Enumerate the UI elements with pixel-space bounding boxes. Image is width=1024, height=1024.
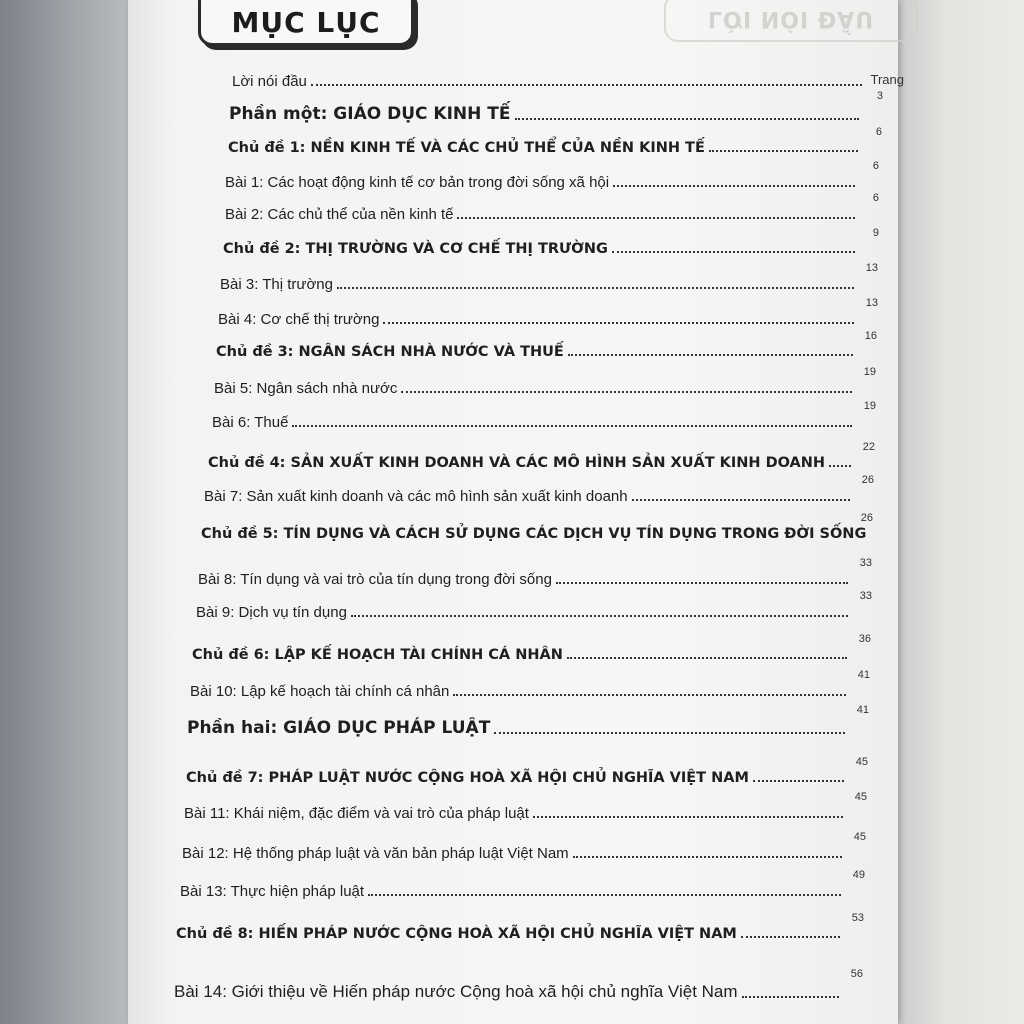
leader-dots (632, 498, 850, 501)
leader-dots (311, 83, 862, 86)
facing-page-title-text: LỜI NÓI ĐẦU (707, 5, 875, 31)
leader-dots (533, 815, 843, 818)
toc-entry-label: Bài 2: Các chủ thể của nền kinh tế (225, 206, 454, 223)
toc-entry-page: 45 (854, 791, 867, 803)
toc-entry-label: Phần một: GIÁO DỤC KINH TẾ (229, 104, 511, 124)
toc-entry (192, 633, 871, 663)
toc-entry-page: 9 (872, 227, 879, 239)
toc-entry-page: 19 (863, 400, 876, 412)
toc-entry (174, 968, 863, 1002)
toc-title: MỤC LỤC (231, 5, 381, 39)
toc-entry-page: 6 (872, 160, 879, 172)
toc-entry-page: 41 (856, 704, 869, 716)
toc-entry-page: 49 (852, 869, 865, 881)
toc-entry-page: 13 (865, 297, 878, 309)
toc-entry-page: 19 (863, 366, 876, 378)
leader-dots (383, 321, 854, 324)
toc-entry (216, 330, 877, 360)
facing-page-title (664, 0, 918, 42)
toc-entry-page: 16 (864, 330, 877, 342)
leader-dots (573, 855, 842, 858)
toc-entry-page: 53 (851, 912, 864, 924)
toc-entry (225, 160, 879, 191)
leader-dots (368, 893, 841, 896)
toc-entry (201, 512, 873, 542)
leader-dots (351, 614, 848, 617)
toc-entry-label: Bài 1: Các hoạt động kinh tế cơ bản trong đời sống xã hội (225, 174, 610, 191)
toc-entry (218, 297, 878, 328)
toc-entry-page: 6 (875, 126, 882, 138)
toc-entry-label: Bài 13: Thực hiện pháp luật (180, 883, 365, 900)
toc-entry-page: 36 (858, 633, 871, 645)
toc-entry-label: Chủ đề 2: THỊ TRƯỜNG VÀ CƠ CHẾ THỊ TRƯỜNG (223, 241, 608, 257)
leader-dots (401, 390, 852, 393)
toc-entry-label: Bài 10: Lập kế hoạch tài chính cá nhân (190, 683, 450, 700)
book-page (128, 0, 904, 1024)
toc-entry (187, 704, 869, 738)
toc-entry-page: 26 (860, 512, 873, 524)
toc-entry-label: Chủ đề 5: TÍN DỤNG VÀ CÁCH SỬ DỤNG CÁC DỊCH VỤ TÍN DỤNG TRONG ĐỜI SỐNG (201, 526, 867, 542)
toc-entry-label: Bài 7: Sản xuất kinh doanh và các mô hình sản xuất kinh doanh (204, 488, 628, 505)
toc-entry-page: 45 (853, 831, 866, 843)
toc-entry (176, 912, 864, 942)
toc-entry (214, 366, 876, 397)
toc-entry-label: Bài 11: Khái niệm, đặc điểm và vai trò của pháp luật (184, 805, 529, 822)
leader-dots (556, 581, 848, 584)
leader-dots (741, 935, 840, 938)
toc-entry (190, 669, 870, 700)
toc-entry (180, 869, 865, 900)
toc-entry-label: Bài 6: Thuế (212, 414, 289, 431)
toc-entry-label: Chủ đề 4: SẢN XUẤT KINH DOANH VÀ CÁC MÔ HÌNH SẢN XUẤT KINH DOANH (208, 455, 826, 471)
toc-entry (204, 474, 874, 505)
toc-entry-page: 26 (861, 474, 874, 486)
toc-entry (198, 557, 872, 588)
toc-entry-page: 22 (862, 441, 875, 453)
toc-entry (228, 126, 882, 156)
toc-entry (212, 400, 876, 431)
toc-entry (182, 831, 866, 862)
leader-dots (567, 656, 847, 659)
leader-dots (292, 424, 852, 427)
toc-entry-label: Bài 3: Thị trường (220, 276, 333, 293)
toc-entry-label: Bài 9: Dịch vụ tín dụng (196, 604, 347, 621)
toc-entry-page: 33 (859, 590, 872, 602)
leader-dots (568, 353, 853, 356)
leader-dots (457, 216, 855, 219)
toc-entry (208, 441, 875, 471)
leader-dots (515, 117, 860, 120)
background-right (894, 0, 1024, 1024)
toc-entry-label: Chủ đề 1: NỀN KINH TẾ VÀ CÁC CHỦ THỂ CỦA NỀN KINH TẾ (228, 140, 705, 156)
toc-entry-page: 13 (865, 262, 878, 274)
leader-dots (453, 693, 846, 696)
toc-entry (229, 90, 883, 124)
toc-title-box (198, 0, 414, 46)
toc-entry-label: Chủ đề 8: HIẾN PHÁP NƯỚC CỘNG HOÀ XÃ HỘI CHỦ NGHĨA VIỆT NAM (176, 926, 737, 942)
leader-dots (494, 731, 845, 734)
toc-entry-label: Bài 4: Cơ chế thị trường (218, 311, 380, 328)
toc-entry-label: Lời nói đầu (232, 73, 307, 90)
toc-entry-page: 45 (855, 756, 868, 768)
toc-entry (223, 227, 879, 257)
toc-entry-label: Bài 14: Giới thiệu về Hiến pháp nước Cộng hoà xã hội chủ nghĩa Việt Nam (174, 982, 738, 1001)
leader-dots (753, 779, 844, 782)
leader-dots (613, 184, 855, 187)
toc-entry (225, 192, 879, 223)
toc-entry-label: Bài 8: Tín dụng và vai trò của tín dụng trong đời sống (198, 571, 552, 588)
toc-entry (220, 262, 878, 293)
toc-entry-page: 6 (872, 192, 879, 204)
toc-entry (186, 756, 868, 786)
toc-entry-label: Chủ đề 6: LẬP KẾ HOẠCH TÀI CHÍNH CÁ NHÂN (192, 647, 563, 663)
toc-entry-page: 56 (850, 968, 863, 980)
toc-entry-label: Bài 12: Hệ thống pháp luật và văn bản pháp luật Việt Nam (182, 845, 569, 862)
background-left (0, 0, 130, 1024)
toc-entry-page: 33 (859, 557, 872, 569)
page-column-label: Trang (870, 72, 904, 87)
toc-entry (196, 590, 872, 621)
leader-dots (612, 250, 855, 253)
toc-entry (184, 791, 867, 822)
leader-dots (829, 464, 851, 467)
toc-entry-label: Chủ đề 7: PHÁP LUẬT NƯỚC CỘNG HOÀ XÃ HỘI CHỦ NGHĨA VIỆT NAM (186, 770, 749, 786)
toc-entry-label: Bài 5: Ngân sách nhà nước (214, 380, 398, 397)
leader-dots (709, 149, 858, 152)
leader-dots (337, 286, 854, 289)
toc-entry-page: 41 (857, 669, 870, 681)
toc-entry (232, 73, 862, 90)
toc-entry-label: Chủ đề 3: NGÂN SÁCH NHÀ NƯỚC VÀ THUẾ (216, 344, 564, 360)
toc-entry-page: 3 (876, 90, 883, 102)
toc-entry-label: Phần hai: GIÁO DỤC PHÁP LUẬT (187, 718, 491, 738)
leader-dots (742, 995, 839, 998)
